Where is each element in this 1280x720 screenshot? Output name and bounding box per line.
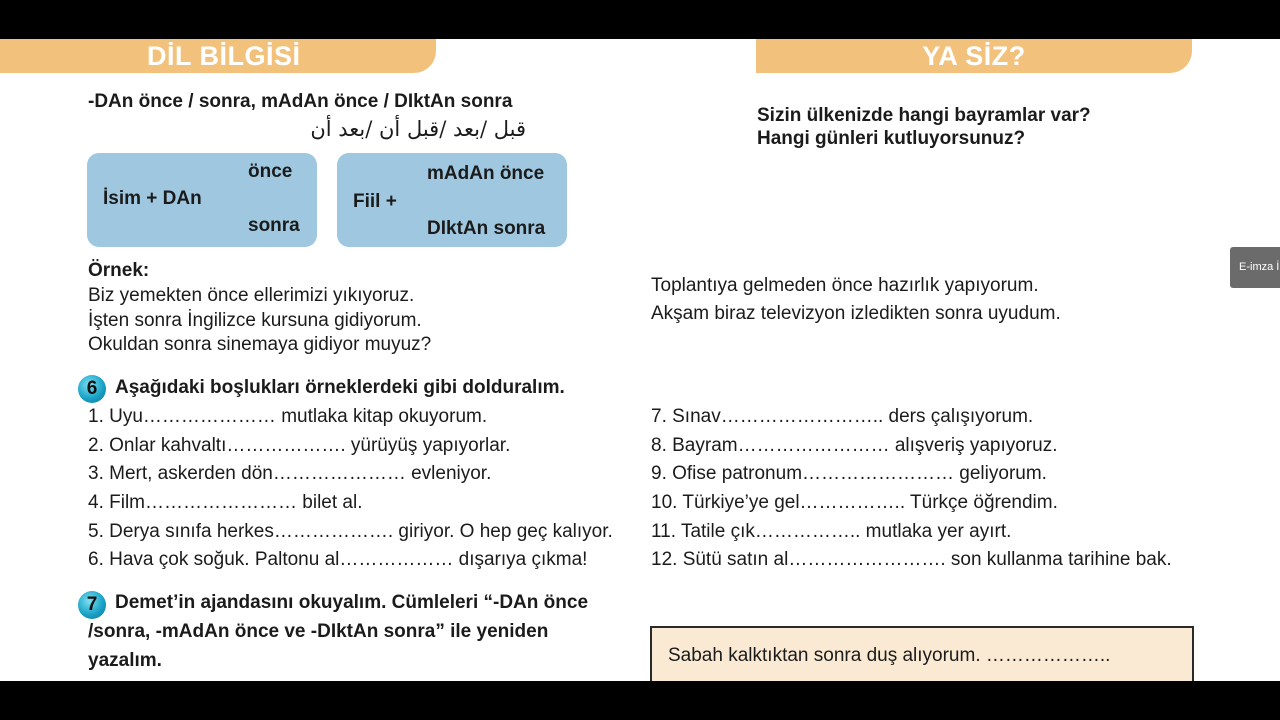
exercise-6-badge: 6 [78,375,106,403]
grammar-banner-title: DİL BİLGİSİ [147,41,301,71]
exercise-item: 11. Tatile çık…………….. mutlaka yer ayırt. [651,521,1012,542]
example-line: İşten sonra İngilizce kursuna gidiyorum. [88,310,422,331]
exercise-item: 1. Uyu………………… mutlaka kitap okuyorum. [88,406,488,427]
grammar-heading: -DAn önce / sonra, mAdAn önce / DIktAn sonra [88,91,513,112]
example-label: Örnek: [88,260,150,281]
example-line: Okuldan sonra sinemaya gidiyor muyuz? [88,334,432,355]
exercise-item: 7. Sınav…………………….. ders çalışıyorum. [651,406,1034,427]
exercise-7-badge: 7 [78,591,106,619]
e-signature-tab[interactable]: E-imza İ [1230,247,1280,288]
verb-rule-stem: Fiil + [353,191,397,212]
noun-rule-top: önce [248,161,293,182]
noun-rule-box [87,153,317,247]
example-right-line: Akşam biraz televizyon izledikten sonra uyudum. [651,303,1061,324]
sample-answer-text: Sabah kalktıktan sonra duş alıyorum. ……………….. [668,645,1111,666]
worksheet-page [0,39,1280,681]
question-line-2: Hangi günleri kutluyorsunuz? [757,128,1026,149]
exercise-7-title-line-1: Demet’in ajandasını okuyalım. Cümleleri “-DAn önce [115,592,589,613]
noun-rule-bottom: sonra [248,215,300,236]
exercise-item: 6. Hava çok soğuk. Paltonu al……………… dışarıya çıkma! [88,549,588,570]
exercise-7-title-line-2: /sonra, -mAdAn önce ve -DIktAn sonra” ile yeniden [88,621,549,642]
exercise-item: 9. Ofise patronum…………………… geliyorum. [651,463,1047,484]
exercise-item: 5. Derya sınıfa herkes………………. giriyor. O hep geç kalıyor. [88,521,613,542]
exercise-item: 12. Sütü satın al……………………. son kullanma tarihine bak. [651,549,1172,570]
sample-answer-box [650,626,1194,681]
exercise-7-title-line-3: yazalım. [88,650,162,671]
exercise-item: 8. Bayram…………………… alışveriş yapıyoruz. [651,435,1058,456]
verb-rule-bottom: DIktAn sonra [427,218,546,239]
your-turn-banner-title: YA SİZ? [922,41,1026,71]
exercise-item: 2. Onlar kahvaltı………………. yürüyüş yapıyorlar. [88,435,511,456]
grammar-banner [0,39,436,73]
exercise-item: 4. Film…………………… bilet al. [88,492,363,513]
exercise-item: 10. Türkiye’ye gel…………….. Türkçe öğrendim. [651,492,1058,513]
your-turn-banner [756,39,1192,73]
noun-rule-stem: İsim + DAn [103,188,202,209]
exercise-6-title: Aşağıdaki boşlukları örneklerdeki gibi dolduralım. [115,377,565,398]
example-right-line: Toplantıya gelmeden önce hazırlık yapıyorum. [651,275,1039,296]
grammar-arabic: قبل /بعد /قبل أن /بعد أن [310,117,526,141]
exercise-item: 3. Mert, askerden dön………………… evleniyor. [88,463,492,484]
verb-rule-box [337,153,567,247]
question-line-1: Sizin ülkenizde hangi bayramlar var? [757,105,1091,126]
example-line: Biz yemekten önce ellerimizi yıkıyoruz. [88,285,415,306]
verb-rule-top: mAdAn önce [427,163,545,184]
